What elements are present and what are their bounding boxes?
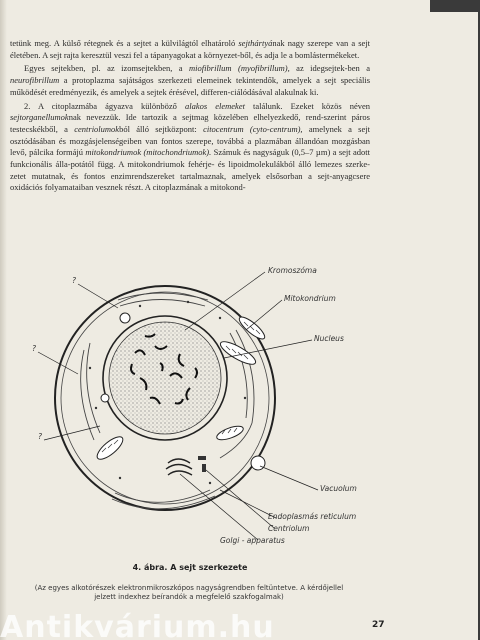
label-nucleus: Nucleus — [314, 334, 344, 343]
label-centriolum: Centriolum — [268, 524, 310, 533]
label-mitokondrium: Mitokondrium — [284, 294, 336, 303]
page-number: 27 — [372, 620, 385, 630]
figure-caption: 4. ábra. A sejt szerkezete — [132, 563, 248, 572]
body-text — [10, 38, 370, 196]
paragraph-3: 2. A citoplazmába ágyazva különböző alakos elemeket találunk. Ezeket közös néven sejtorganellumoknak nevezzük. Ide tartozik a sejtmag közelében elhelyezkedő, rend-szerint páros testecskékből, a centriolumokból álló sejtközpont: citocentrum (cyto-centrum), amelynek a sejt osztódásában és mozgásjelenségeiben van fontos szerepe, továbbá a plazmában állandóan mozgásban levő, pálcika formájú mitokondriumok (mitochondriumok). Számuk és nagyságuk (0,5–7 µm) a sejt adott funkcionális álla-potától függ. A mitokondriumok fehérje- és lipoidmolekulákból álló lemezes szerke-zetet mutatnak, és fontos enzimrendszereket tartalmaznak, amelyek elsősorban a sejt-anyagcsere oxidációs folyamataiban vesznek részt. A citoplazmának a mitokond- — [10, 100, 371, 193]
label-question-1: ? — [72, 276, 76, 285]
label-question-2: ? — [32, 344, 36, 353]
label-endoplasmas-reticulum: Endoplasmás reticulum — [268, 512, 357, 521]
golgi-apparatus — [166, 459, 192, 475]
watermark: Antikvárium.hu — [0, 610, 275, 640]
paragraph-2: Egyes sejtekben, pl. az izomsejtekben, a miofibrillum (myofibrillum), az idegsejtek-ben a neurofibrillum a protoplazma sajátságos szerkezeti elemeinek tekintendők, amelyek a sejt speciális működését eredményezik, és amelyek a sejtek érésével, differen-ciálódásával alakulnak ki. — [10, 63, 370, 97]
cell-diagram — [20, 258, 360, 556]
page-spine-shadow — [0, 0, 7, 640]
label-kromoszoma: Kromoszóma — [268, 266, 317, 275]
figure-note: (Az egyes alkotórészek elektronmikroszkópos nagyságrendben feltüntetve. A kérdőjellel jelzett indexhez beírandók a megfelelő szakfogalmak) — [34, 584, 344, 601]
background-corner — [430, 0, 478, 12]
nucleus-inner — [109, 322, 221, 434]
label-question-3: ? — [38, 432, 42, 441]
label-golgi-apparatus: Golgi - apparatus — [220, 536, 285, 545]
label-vacuolum: Vacuolum — [320, 484, 357, 493]
paragraph-1: tetünk meg. A külső rétegnek és a sejtet a külvilágtól elhatároló sejthártyának nagy szerepe van a sejt életében. A sejt rajta keresztül veszi fel a tápanyagokat a környezet-ből, és adja le a bomlástermékeket. — [10, 38, 371, 60]
centrioles — [198, 456, 206, 472]
